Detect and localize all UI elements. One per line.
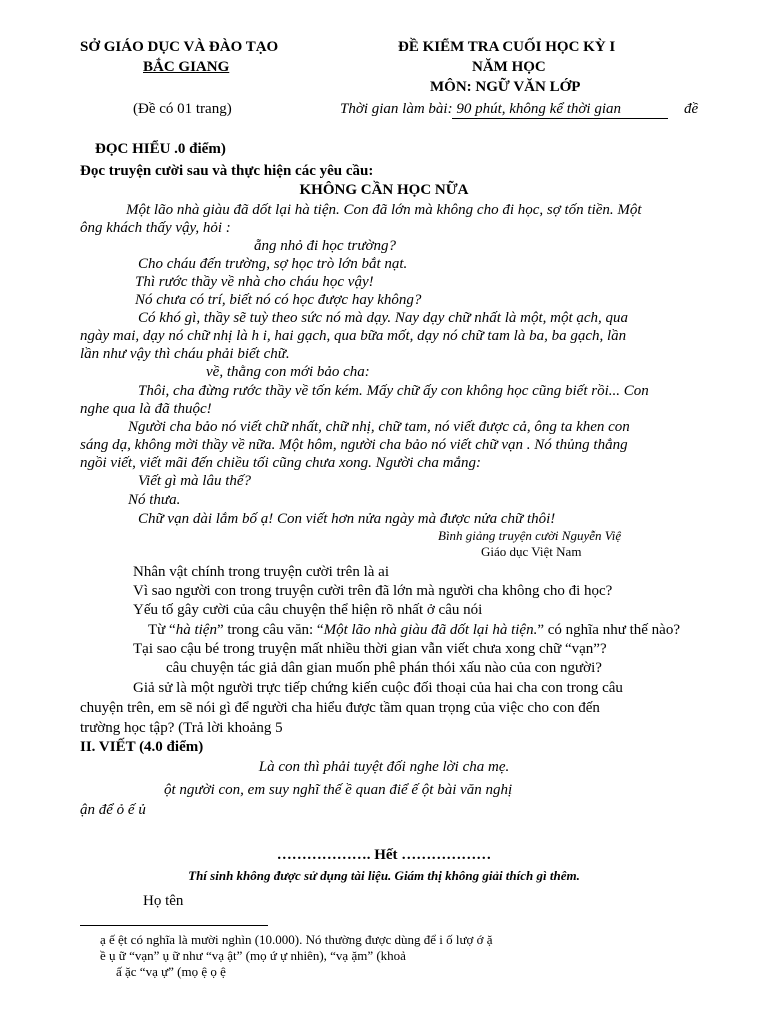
story-line: Một lão nhà giàu đã dốt lại hà tiện. Con đã lớn mà không cho đi học, sợ tốn tiền. Một (126, 202, 642, 218)
story-source: Bình giảng truyện cười Nguyễn Việ (438, 528, 622, 543)
story-line: ẵng nhỏ đi học trường? (254, 238, 397, 254)
question-1: Nhân vật chính trong truyện cười trên là ai (133, 564, 389, 580)
question-3: Yếu tố gây cười của câu chuyện thể hiện rõ nhất ở câu nói (133, 602, 483, 618)
writing-quote: Là con thì phải tuyệt đối nghe lời cha mẹ. (258, 759, 510, 775)
header-underline (452, 118, 668, 119)
story-line: sáng dạ, không mời thầy về nữa. Một hôm, người cha bảo nó viết chữ vạn . Nó thủng thẳng (80, 437, 628, 453)
exam-title: ĐỀ KIỂM TRA CUỐI HỌC KỲ I (398, 39, 616, 55)
story-line: Nó chưa có trí, biết nó có học được hay không? (135, 292, 422, 308)
story-line: ngồi viết, viết mãi đến chiều tối cũng chưa xong. Người cha mắng: (80, 455, 481, 471)
story-line: Nó thưa. (128, 492, 181, 508)
question-4-word: hà tiện (175, 622, 217, 638)
question-4 (148, 621, 680, 639)
story-line: ngày mai, dạy nó chữ nhị là h i, hai gạch, qua bữa mốt, dạy nó chữ tam là ba, ba gạch, lần (80, 328, 627, 344)
footnote-line: ấ ặc “vạ ự” (mọ ệ ọ ệ (116, 964, 226, 979)
question-4-quote: Một lão nhà giàu đã dốt lại hà tiện. (323, 622, 538, 638)
story-line: lần như vậy thì cháu phải biết chữ. (80, 346, 290, 362)
question-7-line: Giả sử là một người trực tiếp chứng kiến cuộc đối thoại của hai cha con trong câu (133, 680, 623, 696)
department-name: SỞ GIÁO DỤC VÀ ĐÀO TẠO (80, 39, 279, 55)
story-publisher: Giáo dục Việt Nam (481, 544, 582, 559)
reading-instruction: Đọc truyện cười sau và thực hiện các yêu cầu: (80, 163, 374, 179)
story-line: Cho cháu đến trường, sợ học trò lớn bắt nạt. (138, 256, 408, 272)
exam-rules-note: Thí sinh không được sử dụng tài liệu. Giám thị không giải thích gì thêm. (188, 868, 580, 883)
story-line: Thôi, cha đừng rước thầy về tốn kém. Mấy chữ ấy con không học cũng biết rồi... Con (138, 383, 649, 399)
footnote-line: ạ ế ệt có nghĩa là mười nghìn (10.000). Nó thường được dùng để i ố lượ ớ ặ (100, 932, 493, 947)
question-4-post: ” có nghĩa như thế nào? (537, 622, 680, 638)
story-line: Người cha bảo nó viết chữ nhất, chữ nhị, chữ tam, nó viết được cả, ông ta khen con (128, 419, 630, 435)
question-2: Vì sao người con trong truyện cười trên đã lớn mà người cha không cho đi học? (133, 583, 613, 599)
subject: MÔN: NGỮ VĂN LỚP (430, 79, 581, 95)
writing-heading: II. VIẾT (4.0 điểm) (80, 739, 204, 755)
question-5: Tại sao cậu bé trong truyện mất nhiều thời gian vẫn viết chưa xong chữ “vạn”? (133, 641, 607, 657)
question-4-pre: Từ “ (148, 622, 176, 638)
page-count-note: (Đề có 01 trang) (133, 101, 232, 117)
footnote-line: ề ụ ữ “vạn” ụ ữ như “vạ ật” (mọ ứ ự nhiên), “vạ ặm” (khoả (100, 948, 406, 963)
exam-duration: Thời gian làm bài: 90 phút, không kể thời gian (340, 101, 621, 117)
province-name: BẮC GIANG (143, 59, 230, 75)
name-label: Họ tên (143, 893, 184, 909)
question-4-mid: ” trong câu văn: “ (216, 622, 324, 638)
story-line: ông khách thấy vậy, hỏi : (80, 220, 231, 236)
story-line: nghe qua là đã thuộc! (80, 401, 212, 417)
school-year: NĂM HỌC (472, 59, 546, 75)
story-line: Viết gì mà lâu thế? (138, 473, 252, 489)
footnote-divider (80, 925, 268, 926)
writing-prompt-line: ột người con, em suy nghĩ thế ề quan điể ế ột bài văn nghị (164, 782, 513, 798)
exam-duration-end: đề (684, 101, 699, 117)
story-line: Chữ vạn dài lắm bố ạ! Con viết hơn nửa ngày mà được nửa chữ thôi! (138, 511, 556, 527)
end-marker: ………………. Hết ……………… (276, 847, 492, 863)
question-6: câu chuyện tác giả dân gian muốn phê phán thói xấu nào của con người? (166, 660, 602, 676)
story-line: Có khó gì, thầy sẽ tuỳ theo sức nó mà dạy. Nay dạy chữ nhất là một, một ạch, qua (138, 310, 629, 326)
story-title: KHÔNG CẦN HỌC NỮA (299, 182, 469, 198)
story-line: về, thằng con mới bảo cha: (206, 364, 370, 380)
question-7-line: trường học tập? (Trả lời khoảng 5 (80, 720, 283, 736)
reading-heading: ĐỌC HIỂU .0 điểm) (95, 141, 226, 157)
story-line: Thì rước thầy về nhà cho cháu học vậy! (135, 274, 374, 290)
question-7-line: chuyện trên, em sẽ nói gì để người cha hiểu được tầm quan trọng của việc cho con đến (80, 700, 600, 716)
writing-prompt-line: ận để ỏ ế ủ (80, 802, 146, 818)
